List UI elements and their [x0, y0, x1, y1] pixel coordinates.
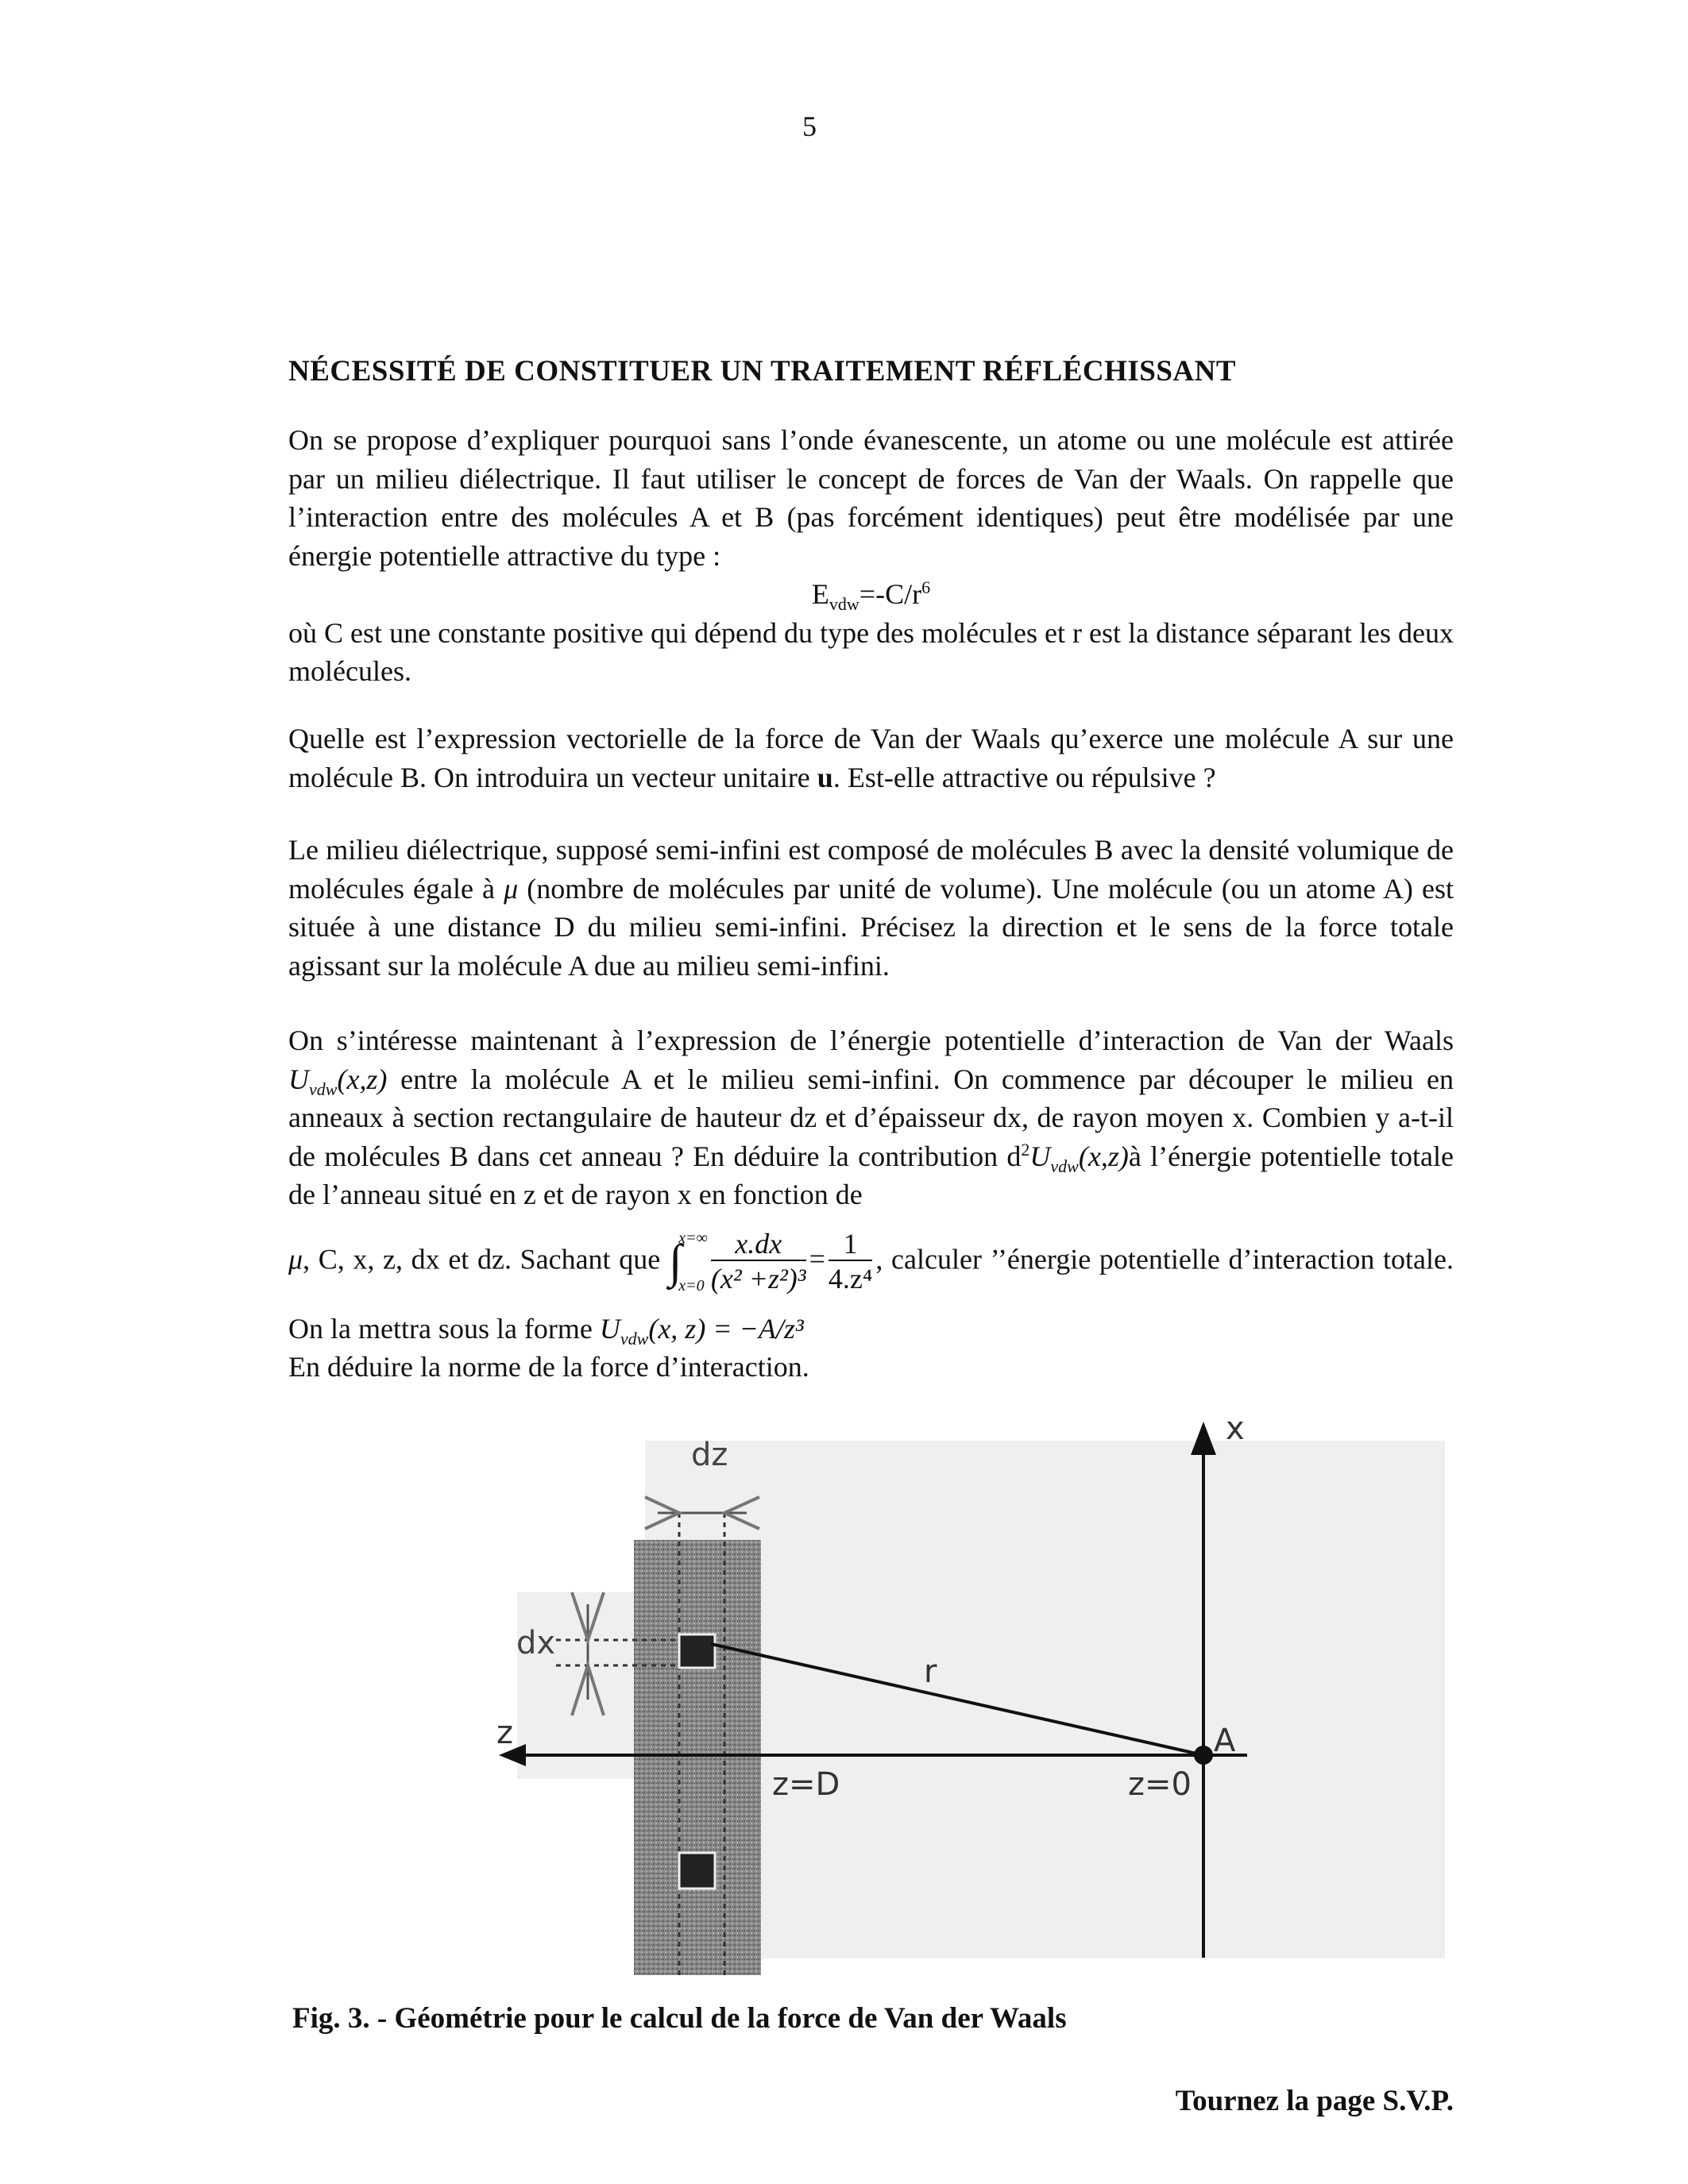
label-x: x	[1226, 1410, 1245, 1447]
label-z: z	[496, 1715, 513, 1751]
paragraph-potential: On s’intéresse maintenant à l’expression de l’énergie potentielle d’interaction de Van der Waals $U_{vdw}(x,z)$ entre la molécule A et le milieu semi-infini. On commence par découper le milieu en anneaux à section rectangulaire de hauteur dz et d’épaisseur dx, de rayon moyen x. Combien y a-t-il de molécules B dans cet anneau ? En déduire la contribution $d^2U_{vdw}(x,z)à$ l’énergie potentielle totale de l’anneau situé en z et de rayon x en fonction de μ, C, x, z, dx et dz. Sachant que ∫ x=∞ x=0 $\frac{x.dx}{\text{(x² +z²)³}}$ = $\frac{1}{\text{4.z⁴}}$ , calculer ’’énergie potentielle d’interaction totale. On la mettra sous la forme $U_{vdw}(x$, z) = −A/z³ En déduire la norme de la force d’interaction.	[288, 1024, 1454, 1383]
integral-formula: ∫ x=∞ x=0 $\frac{x.dx}{\text{(x² +z²)³}}$ = $\frac{1}{\text{4.z⁴}}$	[668, 1227, 873, 1295]
intro-text: On se propose d’expliquer pourquoi sans l’onde évanescente, un atome ou une molécule est attirée par un milieu diélectrique. Il faut utiliser le concept de forces de Van der Waals. On rappelle que l’interaction entre des molécules A et B (pas forcément identiques) peut être modélisée par une énergie potentielle attractive du type :	[288, 424, 1454, 572]
intro-after-text: où C est une constante positive qui dépend du type des molécules et r est la distance séparant les deux molécules.	[288, 616, 1454, 687]
vdw-formula: $E_{vdw}=-C/r^6$	[811, 577, 931, 615]
label-r: r	[924, 1653, 937, 1690]
dielectric-medium-slab	[634, 1540, 761, 1975]
label-z-equals-0: z=0	[1128, 1766, 1192, 1803]
figure-left-extension	[517, 1592, 636, 1779]
paragraph-dielectric: Le milieu diélectrique, supposé semi-infini est composé de molécules B avec la densité volumique de molécules égale à μ (nombre de molécules par unité de volume). Une molécule (ou un atome A) est située à une distance D du milieu semi-infini. Précisez la direction et le sens de la force totale agissant sur la molécule A due au milieu semi-infini.	[288, 834, 1454, 982]
figure-caption: Fig. 3. - Géométrie pour le calcul de la force de Van der Waals	[292, 2002, 1067, 2035]
section-heading: NÉCESSITÉ DE CONSTITUER UN TRAITEMENT RÉFLÉCHISSANT	[288, 355, 1237, 388]
ring-element-upper	[679, 1634, 715, 1668]
label-a: A	[1214, 1723, 1236, 1759]
turn-page-note: Tournez la page S.V.P.	[1175, 2085, 1454, 2117]
ring-element-lower	[679, 1853, 715, 1889]
x-axis-arrow-icon	[1191, 1422, 1216, 1455]
molecule-a-point	[1194, 1746, 1213, 1765]
label-dx: dx	[516, 1625, 556, 1661]
paragraph-question-force: Quelle est l’expression vectorielle de la force de Van der Waals qu’exerce une molécule A sur une molécule B. On introduira un vecteur unitaire u. Est-elle attractive ou répulsive ?	[288, 723, 1454, 793]
label-z-equals-d: z=D	[772, 1766, 840, 1803]
page-number: 5	[802, 110, 817, 142]
label-dz: dz	[691, 1437, 728, 1473]
figure-background	[645, 1441, 1445, 1958]
